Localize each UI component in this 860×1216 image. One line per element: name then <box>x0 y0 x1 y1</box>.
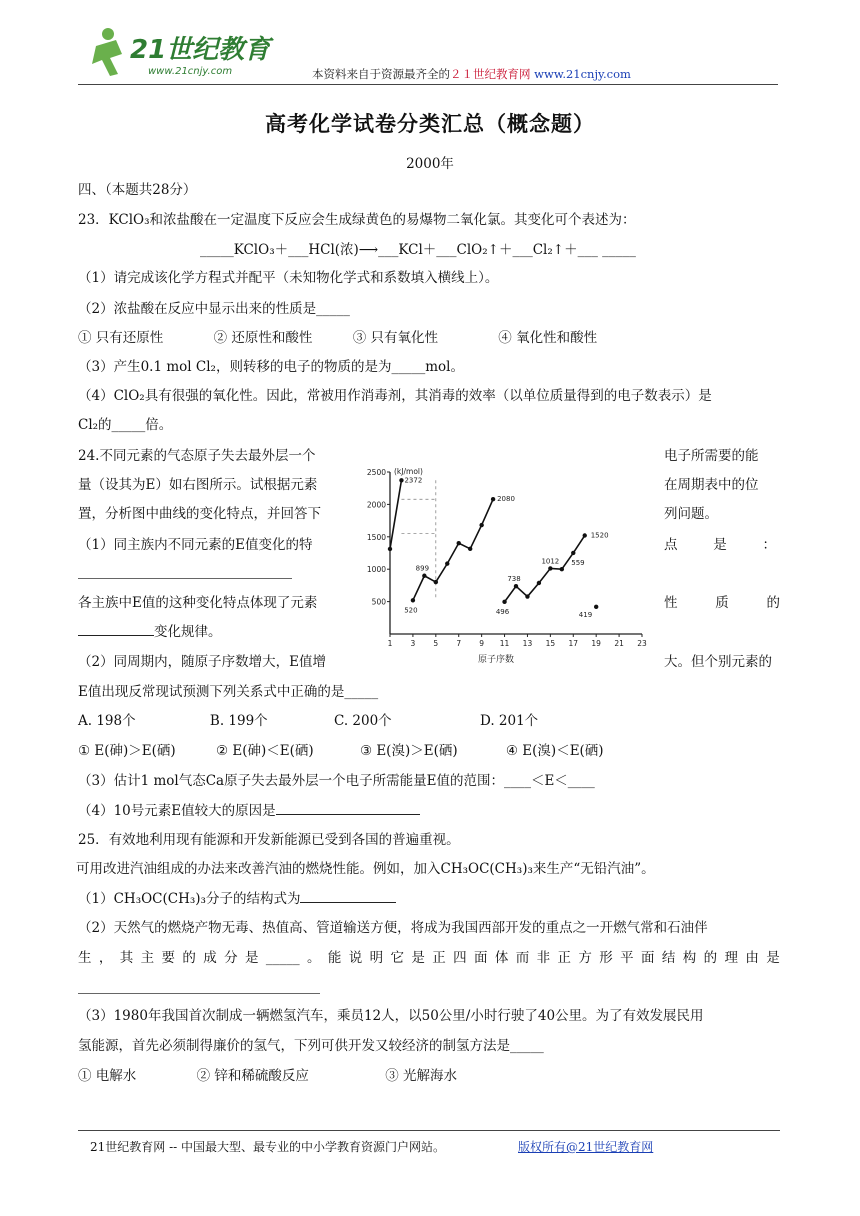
site-logo <box>88 24 288 80</box>
header-divider <box>78 84 778 85</box>
q25-part2b <box>78 948 780 968</box>
q25-part3a: （3）1980年我国首次制成一辆燃氢汽车，乘员12人，以50公里/小时行驶了40公里。为了有效发展民用 <box>78 1008 704 1024</box>
q24-choice: B. 199个 <box>209 713 268 729</box>
header-url[interactable]: www.21cnjy.com <box>534 67 631 81</box>
q23-part3: （3）产生0.1 mol Cl₂，则转移的电子的物质的是为_____mol。 <box>78 359 464 375</box>
q25-word: 正 <box>557 950 571 966</box>
x-tick-label: 21 <box>614 639 624 648</box>
series-line <box>390 480 401 549</box>
q25-word: 体 <box>494 950 509 966</box>
q25-part1 <box>78 889 396 909</box>
q25-word: 正 <box>432 950 446 966</box>
q25-option: ③ 光解海水 <box>385 1068 457 1084</box>
q24-blank-line <box>78 578 292 579</box>
x-tick-label: 11 <box>499 639 510 648</box>
data-point <box>422 574 426 578</box>
q24-line4-left: （1）同主族内不同元素的E值变化的特 <box>78 537 313 553</box>
data-point <box>594 605 598 609</box>
q24-line3-right: 列问题。 <box>664 506 718 522</box>
data-point <box>445 561 449 565</box>
q25-word: 形 <box>599 950 613 966</box>
x-tick-label: 17 <box>568 639 579 648</box>
logo-url: www.21cnjy.com <box>148 66 233 77</box>
data-point <box>468 547 472 551</box>
q25-word: 明 <box>369 950 384 966</box>
data-point <box>399 478 403 482</box>
data-point <box>548 566 552 570</box>
footer-text: 21世纪教育网 -- 中国最大型、最专业的中小学教育资源门户网站。 <box>90 1140 446 1154</box>
q25-line2: 可用改进汽油组成的办法来改善汽油的燃烧性能。例如，加入CH₃OC(CH₃)₃来生产“无铅汽油”。 <box>76 861 655 877</box>
y-tick-label: 2500 <box>366 468 386 477</box>
q25-word: 要 <box>161 950 175 966</box>
x-tick-label: 19 <box>591 639 601 648</box>
series-line <box>413 499 493 600</box>
q24-abcd <box>78 711 572 731</box>
q24-line8-right: 大。但个别元素的 <box>664 654 772 670</box>
data-point <box>514 584 518 588</box>
q23-option: ③ 只有氧化性 <box>352 330 438 346</box>
x-tick-label: 15 <box>545 639 556 648</box>
y-tick-label: 500 <box>371 597 386 607</box>
x-tick-label: 1 <box>387 639 393 648</box>
q25-word: 四 <box>453 950 467 966</box>
q24-option: ③ E(溴)＞E(硒) <box>359 743 458 759</box>
q24-word: 质 <box>715 595 729 611</box>
data-point <box>525 594 529 598</box>
data-point <box>388 547 392 551</box>
q25-word: 是 <box>766 950 780 966</box>
q25-word: 面 <box>641 950 655 966</box>
q23-stem: 23．KClO₃和浓盐酸在一定温度下反应会生成绿黄色的易爆物二氧化氯。其变化可个表述为： <box>78 212 636 228</box>
q25-word: 的 <box>182 950 196 966</box>
data-point <box>537 581 541 585</box>
data-point <box>502 600 506 604</box>
q24-word: 的 <box>766 595 780 611</box>
q25-word: 说 <box>348 950 363 966</box>
answer-blank[interactable] <box>276 801 420 815</box>
q25-word: 结 <box>661 950 676 966</box>
data-label: 1012 <box>541 557 560 566</box>
y-axis-label: (kJ/mol) <box>394 467 423 476</box>
data-label: 520 <box>404 606 418 615</box>
q24-line7 <box>78 622 222 642</box>
q25-stem: 25．有效地利用现有能源和开发新能源已受到各国的普遍重视。 <box>78 832 460 848</box>
q24-line1-left: 24.不同元素的气态原子失去最外层一个 <box>78 448 316 464</box>
q25-word: 其 <box>119 950 134 966</box>
footer-divider <box>78 1130 780 1131</box>
y-tick-label: 1500 <box>366 532 386 542</box>
logo-text: 21世纪教育 <box>130 35 271 65</box>
q23-part4a: （4）ClO₂具有很强的氧化性。因此，常被用作消毒剂，其消毒的效率（以单位质量得到的电子数表示）是 <box>78 388 712 404</box>
q24-line9: E值出现反常现试预测下列关系式中正确的是_____ <box>78 684 379 700</box>
doc-title: 高考化学试卷分类汇总（概念题） <box>265 112 595 136</box>
data-point <box>479 523 483 527</box>
q24-choice: C. 200个 <box>333 713 392 729</box>
q23-equation: _____KClO₃＋___HCl(浓)⟶___KCl＋___ClO₂↑＋___Cl₂↑＋___ _____ <box>200 242 636 258</box>
x-tick-label: 5 <box>433 639 439 648</box>
q24-line6-right <box>664 593 780 613</box>
answer-blank[interactable] <box>78 622 154 636</box>
footer-copyright-link[interactable]: 版权所有@21世纪教育网 <box>518 1140 654 1154</box>
data-point <box>491 497 495 501</box>
q25-word: 非 <box>536 950 551 966</box>
q25-word: 构 <box>682 950 697 966</box>
q25-word: 平 <box>620 950 634 966</box>
q25-word: 生 <box>78 950 92 966</box>
q25-part1-text: （1）CH₃OC(CH₃)₃分子的结构式为 <box>78 891 301 907</box>
data-point <box>571 551 575 555</box>
q25-word: 。 <box>307 950 321 966</box>
header-site[interactable]: ２１世纪教育网 <box>450 67 531 81</box>
x-axis-label: 原子序数 <box>477 655 515 665</box>
q24-line1-right: 电子所需要的能 <box>664 448 759 464</box>
q24-part3: （3）估计1 mol气态Ca原子失去最外层一个电子所需能量E值的范围：____＜E＜____ <box>78 773 595 789</box>
q25-option: ① 电解水 <box>78 1068 137 1084</box>
data-point <box>457 541 461 545</box>
data-label: 496 <box>495 607 510 616</box>
q25-word: 它 <box>390 950 404 966</box>
q25-word: 是 <box>411 950 425 966</box>
q25-option: ② 锌和稀硫酸反应 <box>196 1068 309 1084</box>
data-label: 1520 <box>590 531 609 540</box>
q25-word: 理 <box>724 950 738 966</box>
data-label: 899 <box>415 564 430 573</box>
q24-part4 <box>78 801 420 821</box>
q24-line8-left: （2）同周期内，随原子序数增大，E值增 <box>78 654 326 670</box>
data-label: 2080 <box>497 495 515 504</box>
data-point <box>411 598 415 602</box>
q23-part2: （2）浓盐酸在反应中显示出来的性质是_____ <box>78 301 350 317</box>
q25-word: 成 <box>203 950 217 966</box>
q23-options <box>78 328 631 348</box>
y-tick-label: 2000 <box>366 500 386 510</box>
q25-word: 能 <box>327 950 342 966</box>
ionization-energy-chart <box>360 462 648 668</box>
q24-part4-text: （4）10号元素E值较大的原因是 <box>78 803 276 819</box>
x-tick-label: 13 <box>522 639 533 648</box>
data-point <box>583 533 587 537</box>
q24-choice: A. 198个 <box>78 713 136 729</box>
q23-part1: （1）请完成该化学方程式并配平（未知物化学式和系数填入横线上）。 <box>78 270 499 286</box>
q24-word: ： <box>762 537 776 553</box>
q25-word: 而 <box>515 950 530 966</box>
header-source <box>312 66 631 82</box>
data-label: 559 <box>571 558 585 567</box>
q23-option: ④ 氧化性和酸性 <box>498 330 598 346</box>
doc-year: 2000年 <box>406 156 454 172</box>
q23-option: ① 只有还原性 <box>78 330 164 346</box>
q25-part3b: 氢能源，首先必须制得廉价的氢气，下列可供开发又较经济的制氢方法是_____ <box>78 1038 544 1054</box>
q25-word: 的 <box>703 950 718 966</box>
q24-line2-left: 量（设其为E）如右图所示。试根据元素 <box>78 477 318 493</box>
q23-option: ② 还原性和酸性 <box>213 330 313 346</box>
q24-word: 点 <box>664 537 678 553</box>
q24-word: 性 <box>664 595 678 611</box>
answer-blank[interactable] <box>300 889 396 903</box>
q25-word: 由 <box>745 950 759 966</box>
data-point <box>434 580 438 584</box>
data-label: 738 <box>507 575 521 584</box>
q24-option: ② E(砷)＜E(硒) <box>215 743 314 759</box>
section-heading: 四、（本题共28分） <box>78 182 197 198</box>
x-tick-label: 3 <box>410 639 416 648</box>
q24-line6-left: 各主族中E值的这种变化特点体现了元素 <box>78 595 318 611</box>
data-label: 419 <box>578 610 593 619</box>
x-tick-label: 23 <box>637 639 647 648</box>
y-tick-label: 1000 <box>366 565 386 575</box>
q25-options <box>78 1066 491 1086</box>
q25-word: 分 <box>224 950 238 966</box>
q24-line2-right: 在周期表中的位 <box>664 477 759 493</box>
q25-word: 面 <box>474 950 488 966</box>
q25-word: 主 <box>140 950 155 966</box>
q24-options <box>78 741 638 761</box>
q24-option: ① E(砷)＞E(硒) <box>78 743 176 759</box>
q24-line7-text: 变化规律。 <box>154 624 222 640</box>
q24-word: 是 <box>713 537 727 553</box>
q25-word: 是 <box>245 950 259 966</box>
q25-word: ， <box>98 950 113 966</box>
series-line <box>505 536 585 602</box>
x-tick-label: 7 <box>456 639 462 648</box>
q25-word: _____ <box>265 950 300 966</box>
q24-line3-left: 置，分析图中曲线的变化特点，并回答下 <box>78 506 321 522</box>
q24-choice: D. 201个 <box>479 713 539 729</box>
q24-option: ④ E(溴)＜E(硒) <box>505 743 604 759</box>
q24-line4-right <box>664 535 776 555</box>
data-label: 2372 <box>404 476 423 485</box>
data-point <box>560 567 564 571</box>
q25-blank-line <box>78 993 320 994</box>
header-prefix: 本资料来自于资源最齐全的 <box>312 67 450 81</box>
q25-word: 方 <box>578 950 592 966</box>
q25-part2a: （2）天然气的燃烧产物无毒、热值高、管道输送方便，将成为我国西部开发的重点之一开燃气常和石油伴 <box>78 920 708 936</box>
q23-part4b: Cl₂的_____倍。 <box>78 417 173 433</box>
x-tick-label: 9 <box>479 639 485 648</box>
